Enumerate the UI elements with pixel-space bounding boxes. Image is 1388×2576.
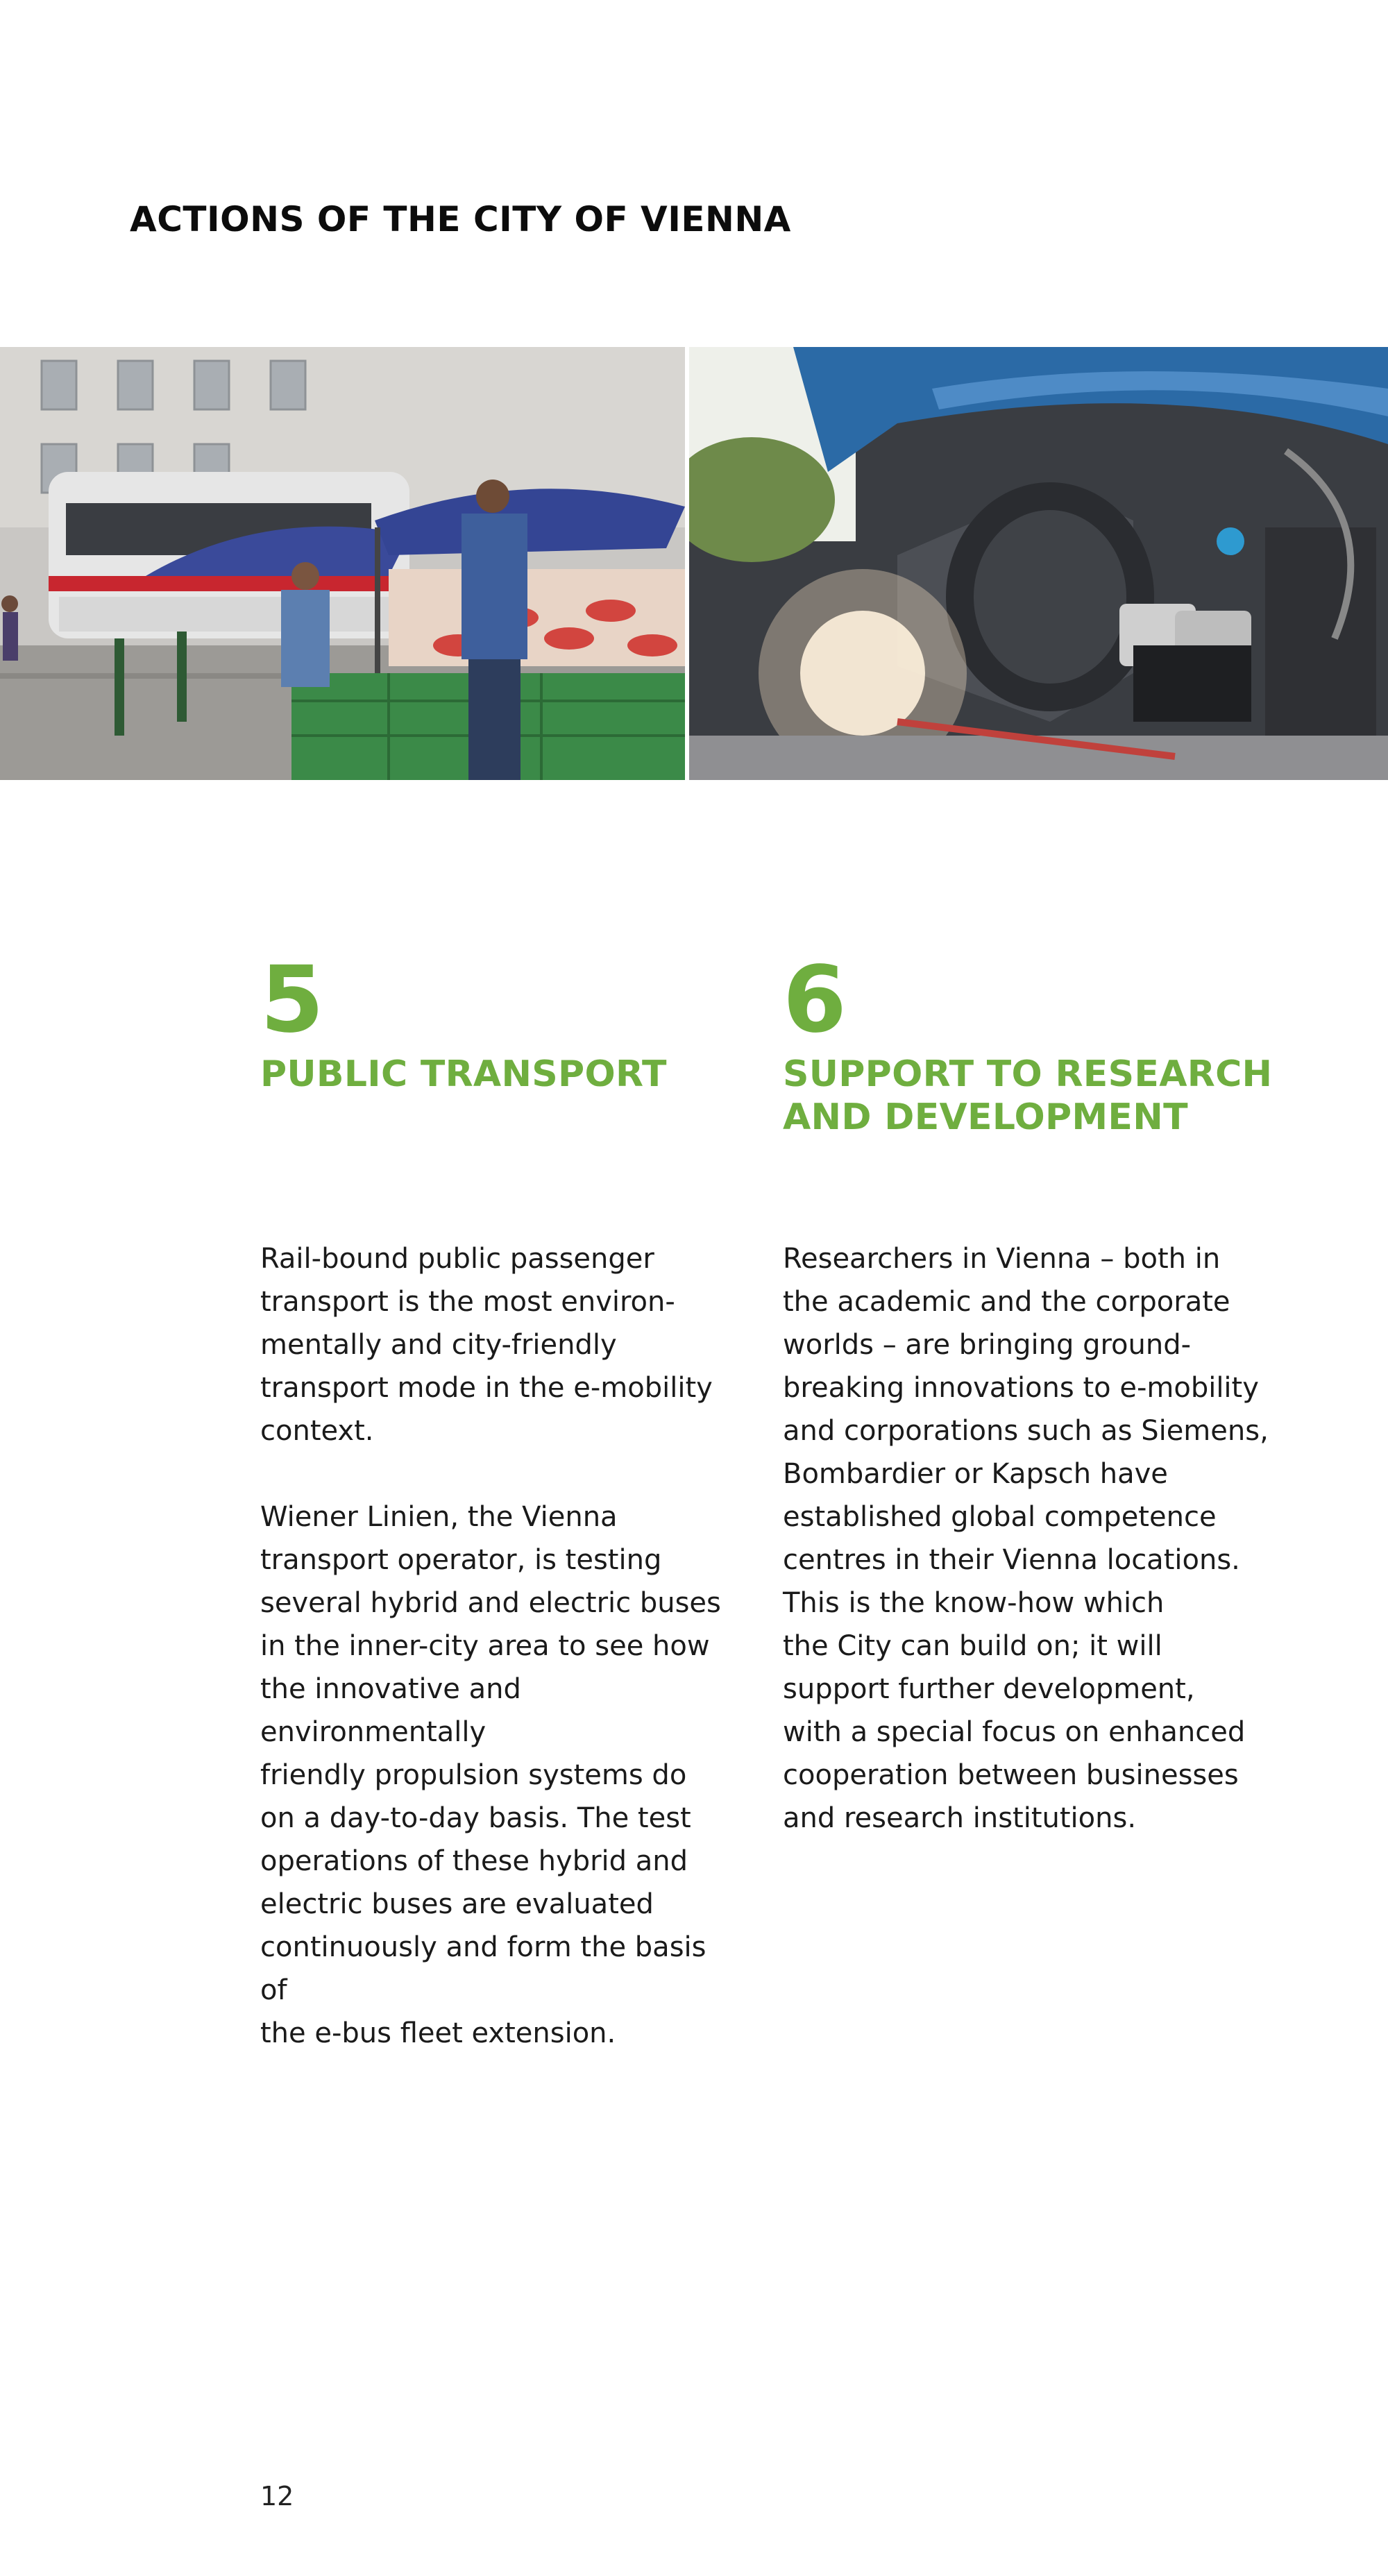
paragraph: Wiener Linien, the Vienna transport operator, is testing several hybrid and electric buses in the inner-city area to see how the innovative and environmentally friendly propulsion systems do on a day-to-day basis. The test operations of these hybrid and electric buses are evaluated continuously and form the basis of the e-bus fleet extension. [260,1501,721,2049]
section-body [260,1237,739,2055]
section-research-development [783,947,1310,1139]
paragraph: Researchers in Vienna – both in the academic and the corporate worlds – are bringing ground- breaking innovations to e-mobility and corporations such as Siemens, Bombardier or Kapsch have established global competence centres in their Vienna locations. This is the know-how which the City can build on; it will support further development, with a special focus on enhanced cooperation between businesses and research institutions. [783,1243,1269,1834]
paragraph: Rail-bound public passenger transport is the most environ- mentally and city-friendly transport mode in the e-mobility context. [260,1243,713,1447]
page-heading: ACTIONS OF THE CITY OF VIENNA [130,199,791,239]
section-title: PUBLIC TRANSPORT [260,1053,667,1095]
section-public-transport [260,947,746,1096]
section-body [783,1237,1310,1840]
section-number: 6 [783,947,845,1053]
tram-and-market-photo [0,347,685,780]
section-number: 5 [260,947,323,1053]
page-number: 12 [260,2481,294,2511]
section-title: SUPPORT TO RESEARCH AND DEVELOPMENT [783,1053,1273,1138]
electric-engine-photo [689,347,1388,780]
